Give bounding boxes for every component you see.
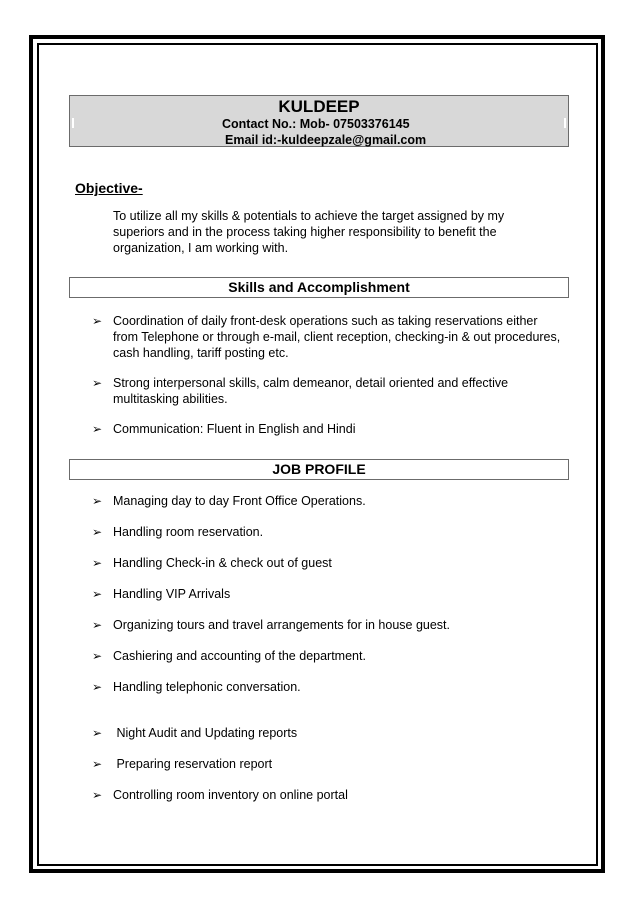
list-item (92, 756, 562, 772)
job-duty-text: Controlling room inventory on online portal (113, 788, 348, 802)
list-item (92, 725, 562, 741)
arrow-bullet-icon: ➢ (92, 314, 103, 328)
list-item (92, 421, 562, 437)
skill-text: Strong interpersonal skills, calm demeanor, detail oriented and effective multitasking abilities. (113, 376, 509, 406)
job-profile-heading: JOB PROFILE (69, 459, 569, 480)
job-duty-text: Cashiering and accounting of the department. (113, 649, 366, 663)
job-duty-text: Night Audit and Updating reports (113, 726, 298, 740)
list-item (92, 617, 562, 633)
job-duty-text: Preparing reservation report (113, 757, 273, 771)
arrow-bullet-icon: ➢ (92, 757, 103, 771)
skill-text: Communication: Fluent in English and Hindi (113, 422, 356, 436)
arrow-bullet-icon: ➢ (92, 618, 103, 632)
arrow-bullet-icon: ➢ (92, 494, 103, 508)
skills-list (92, 313, 562, 437)
skills-heading: Skills and Accomplishment (69, 277, 569, 298)
objective-text: To utilize all my skills & potentials to achieve the target assigned by my superiors and in the process taking higher responsibility to benefit the organization, I am working with. (113, 209, 505, 255)
header-left-mark (72, 118, 74, 128)
contact-number: Contact No.: Mob- 07503376145 (222, 117, 410, 131)
arrow-bullet-icon: ➢ (92, 726, 103, 740)
job-duty-text: Handling room reservation. (113, 525, 264, 539)
email-address: Email id:-kuldeepzale@gmail.com (225, 133, 427, 147)
list-item (92, 648, 562, 664)
job-profile-list (92, 493, 562, 803)
arrow-bullet-icon: ➢ (92, 649, 103, 663)
list-item (92, 313, 562, 361)
list-item (92, 787, 562, 803)
arrow-bullet-icon: ➢ (92, 422, 103, 436)
job-duty-text: Managing day to day Front Office Operations. (113, 494, 366, 508)
arrow-bullet-icon: ➢ (92, 587, 103, 601)
header-right-mark (564, 118, 566, 128)
list-item (92, 375, 562, 407)
job-duty-text: Handling VIP Arrivals (113, 587, 231, 601)
list-item (92, 493, 562, 509)
skill-text: Coordination of daily front-desk operations such as taking reservations either from Telephone or through e-mail, client reception, checking-in & out procedures, cash handling, tariff posting etc. (113, 314, 561, 360)
candidate-name: KULDEEP (278, 97, 360, 116)
list-item (92, 524, 562, 540)
job-duty-text: Handling Check-in & check out of guest (113, 556, 332, 570)
list-item (92, 679, 562, 695)
arrow-bullet-icon: ➢ (92, 556, 103, 570)
arrow-bullet-icon: ➢ (92, 525, 103, 539)
arrow-bullet-icon: ➢ (92, 788, 103, 802)
job-duty-text: Handling telephonic conversation. (113, 680, 301, 694)
arrow-bullet-icon: ➢ (92, 680, 103, 694)
list-item (92, 555, 562, 571)
objective-heading: Objective- (75, 180, 143, 196)
list-item (92, 586, 562, 602)
job-duty-text: Organizing tours and travel arrangements for in house guest. (113, 618, 450, 632)
arrow-bullet-icon: ➢ (92, 376, 103, 390)
header-box (69, 95, 569, 147)
